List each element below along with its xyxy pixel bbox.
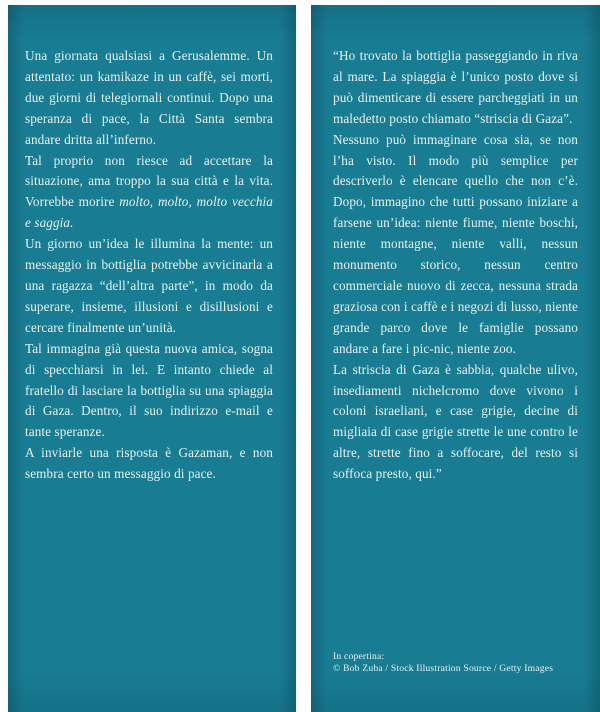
flap-paragraph [25,234,273,339]
text-run: molto, molto, molto vecchia e saggia. [25,194,273,231]
right-flap [311,5,600,712]
text-run: A inviarle una risposta è Gazaman, e non sembra certo un messaggio di pace. [25,445,273,482]
left-flap [8,5,296,712]
flap-paragraph [333,130,578,360]
text-run: Una giornata qualsiasi a Gerusalemme. Un attentato: un kamikaze in un caffè, sei morti, due giorni di telegiornali continui. Dopo una speranza di pace, la Città Santa sembra andare dritta all’inferno. [25,48,273,147]
credit-attribution: © Bob Zuba / Stock Illustration Source / Getty Images [333,663,554,675]
text-run: La striscia di Gaza è sabbia, qualche ulivo, insediamenti nichelcromo dove vivono i coloni israeliani, e case grigie, decine di migliaia di case grigie strette le une contro le altre, strette fino a soffocare, del resto si soffoca presto, qui.” [333,361,578,482]
text-run: Nessuno può immaginare cosa sia, se non l’ha visto. Il modo più semplice per descriverlo è elencare quello che non c’è. Dopo, immagino che tutti possano iniziare a farsene un’idea: niente fiume, niente boschi, niente montagne, niente valli, nessun monumento storico, nessun centro commerciale nuovo di zecca, nessuna strada graziosa con i caffè e i negozi di lusso, niente grande parco dove le famiglie possano andare a fare i pic-nic, niente zoo. [333,131,578,356]
text-run: Un giorno un’idea le illumina la mente: un messaggio in bottiglia potrebbe avvicinarla a una ragazza “dell’altra parte”, in modo da superare, insieme, illusioni e disillusioni e cercare finalmente un’unità. [25,236,273,335]
flap-paragraph [25,46,273,151]
right-flap-text [311,5,600,485]
flap-paragraph [333,360,578,485]
center-gutter [296,5,311,712]
flap-paragraph [25,443,273,485]
text-run: Tal immagina già questa nuova amica, sogna di specchiarsi in lei. E intanto chiede al fratello di lasciare la bottiglia su una spiaggia di Gaza. Dentro, il suo indirizzo e-mail e tante speranze. [25,340,273,440]
credit-label: In copertina: [333,650,385,662]
flap-paragraph [25,339,273,444]
flap-paragraph [25,151,273,235]
text-run: “Ho trovato la bottiglia passeggiando in riva al mare. La spiaggia è l’unico posto dove si può dimenticare di essere parcheggiati in un maledetto posto chiamato “striscia di Gaza”. [333,48,578,126]
flap-paragraph [333,46,578,130]
text-run: Tal proprio non riesce ad accettare la situazione, ama troppo la sua città e la vita. Vorrebbe morire [25,152,273,210]
cover-credit [333,651,553,676]
left-flap-text [8,5,296,485]
